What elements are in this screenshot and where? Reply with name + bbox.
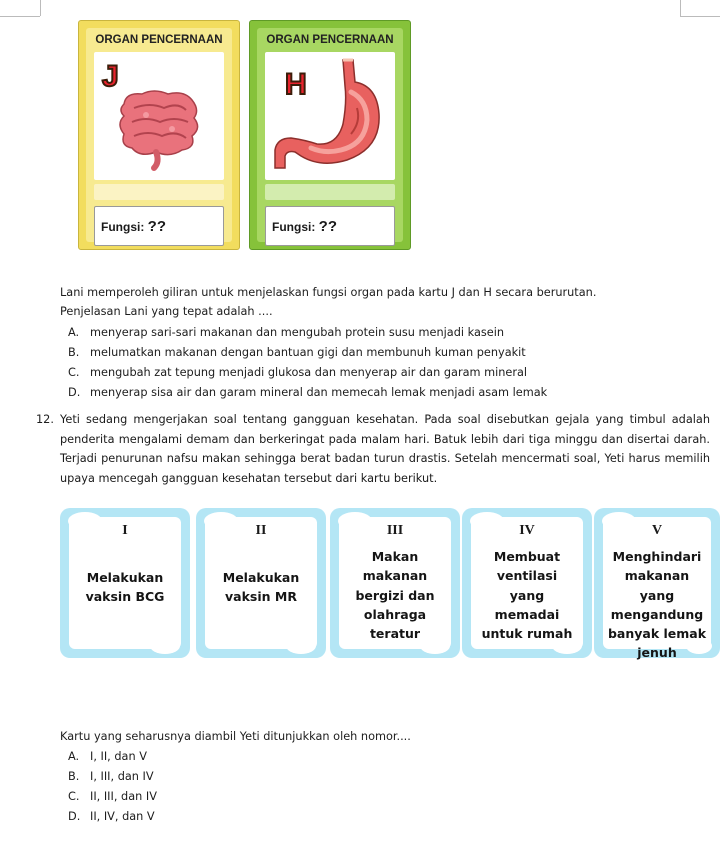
card-number: V: [651, 523, 663, 538]
corner-line-top-right: [680, 16, 720, 17]
card-text-line: ventilasi: [496, 568, 558, 583]
fungsi-box: [94, 206, 224, 246]
card-inner: [257, 28, 403, 242]
q12-number: 12.: [36, 413, 54, 426]
card-number: II: [255, 523, 267, 538]
intestine-illustration: [94, 52, 224, 180]
q11-option-b-letter: B.: [68, 346, 80, 359]
q12-question: Kartu yang seharusnya diambil Yeti ditunjukkan oleh nomor....: [60, 730, 411, 743]
fungsi-box: [265, 206, 395, 246]
organ-card-h: [249, 20, 411, 250]
card-number: IV: [519, 523, 535, 538]
card-text-line: Membuat: [493, 549, 561, 564]
q11-option-d: menyerap sisa air dan garam mineral dan memecah lemak menjadi asam lemak: [90, 386, 548, 399]
corner-line-top-right-v: [680, 0, 681, 16]
q12-option-d: II, IV, dan V: [90, 810, 155, 823]
card-strip: [94, 184, 224, 200]
card-text-line: mengandung: [610, 607, 704, 622]
card-text-line: makanan: [362, 568, 428, 583]
card-text-line: vaksin BCG: [85, 589, 165, 604]
stomach-illustration: [265, 52, 395, 180]
health-card-3: [330, 508, 460, 658]
corner-line-top-left: [0, 16, 40, 17]
fungsi-label: Fungsi:: [101, 220, 145, 234]
card-inner: [86, 28, 232, 242]
card-text-line: banyak lemak: [607, 626, 707, 641]
q11-stem-line2: Penjelasan Lani yang tepat adalah ....: [60, 305, 273, 318]
card-text-line: yang: [509, 588, 545, 603]
health-card-4: [462, 508, 592, 658]
card-title: ORGAN PENCERNAAN: [95, 34, 223, 46]
card-text-line: Makan: [371, 549, 419, 564]
card-text-line: memadai: [494, 607, 560, 622]
q11-option-a-letter: A.: [68, 326, 80, 339]
health-card-5: [594, 508, 720, 658]
card-text-line: vaksin MR: [225, 589, 297, 604]
card-text-line: yang: [639, 588, 675, 603]
card-letter-j: J: [102, 60, 119, 93]
card-title: ORGAN PENCERNAAN: [266, 34, 394, 46]
organ-card-j: [78, 20, 240, 250]
card-strip: [265, 184, 395, 200]
q11-stem-line1: Lani memperoleh giliran untuk menjelaskan fungsi organ pada kartu J dan H secara berurutan.: [60, 286, 597, 299]
q12-option-a-letter: A.: [68, 750, 80, 763]
q12-option-d-letter: D.: [68, 810, 81, 823]
card-number: I: [122, 523, 128, 538]
card-text-line: jenuh: [637, 645, 677, 660]
q12-option-b: I, III, dan IV: [90, 770, 154, 783]
cloud-decoration: [150, 638, 180, 654]
corner-line-top-left-v: [40, 0, 41, 16]
q11-option-c: mengubah zat tepung menjadi glukosa dan menyerap air dan garam mineral: [90, 366, 528, 379]
q12-option-a: I, II, dan V: [90, 750, 147, 763]
q12-option-b-letter: B.: [68, 770, 80, 783]
card-text-line: olahraga: [363, 607, 427, 622]
q11-option-a: menyerap sari-sari makanan dan mengubah protein susu menjadi kasein: [90, 326, 504, 339]
health-card-2: [196, 508, 326, 658]
card-text-line: makanan: [624, 568, 690, 583]
card-number: III: [386, 523, 404, 538]
card-letter-h: H: [285, 68, 307, 101]
card-text-line: untuk rumah: [481, 626, 573, 641]
q11-option-c-letter: C.: [68, 366, 80, 379]
card-text-line: bergizi dan: [355, 588, 435, 603]
card-text-line: Menghindari: [612, 549, 702, 564]
fungsi-value: ??: [318, 218, 337, 235]
fungsi-value: ??: [147, 218, 166, 235]
q12-paragraph: Yeti sedang mengerjakan soal tentang gangguan kesehatan. Pada soal disebutkan gejala yang timbul adalah penderita mengalami demam dan berkeringat pada malam hari. Batuk lebih dari tiga minggu dan disertai darah. Terjadi penurunan nafsu makan sehingga berat badan turun drastis. Setelah mencermati soal, Yeti harus memilih upaya mencegah gangguan kesehatan tersebut dari kartu berikut.: [60, 413, 710, 485]
cloud-decoration: [286, 638, 316, 654]
card-text-line: teratur: [369, 626, 421, 641]
q11-option-b: melumatkan makanan dengan bantuan gigi dan membunuh kuman penyakit: [90, 346, 526, 359]
q11-option-d-letter: D.: [68, 386, 81, 399]
health-card-1: [60, 508, 190, 658]
q12-option-c: II, III, dan IV: [90, 790, 157, 803]
q12-option-c-letter: C.: [68, 790, 80, 803]
card-text-line: Melakukan: [86, 570, 164, 585]
card-text-line: Melakukan: [222, 570, 300, 585]
fungsi-label: Fungsi:: [272, 220, 316, 234]
